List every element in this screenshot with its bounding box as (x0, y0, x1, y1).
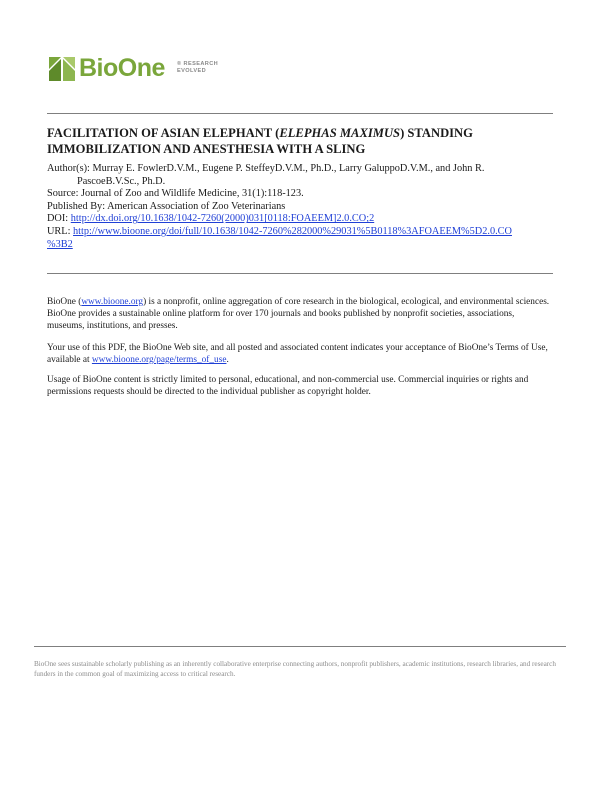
doi-link[interactable]: http://dx.doi.org/10.1638/1042-7260(2000)031[0118:FOAEEM]2.0.CO;2 (70, 213, 375, 225)
bioone-tagline: ® RESEARCH EVOLVED (177, 61, 219, 74)
footer-statement: BioOne sees sustainable scholarly publishing as an inherently collaborative enterprise connecting authors, nonprofit publishers, academic institutions, research libraries, and research funders in the common goal of maximizing access to critical research. (34, 660, 556, 678)
footer-divider (34, 646, 566, 647)
usage-paragraph: Usage of BioOne content is strictly limited to personal, educational, and non-commercial use. Commercial inquiries or rights and permissions requests should be directed to the individual publisher as copyright holder. (47, 375, 529, 397)
article-metadata (47, 163, 557, 251)
terms-paragraph: Your use of this PDF, the BioOne Web site, and all posted and associated content indicates your acceptance of BioOne’s Terms of Use, available at www.bioone.org/page/terms_of_use. (47, 343, 548, 365)
bioone-leaf-icon (47, 53, 77, 83)
metadata-divider (47, 273, 553, 274)
publisher-line: Published By: American Association of Zoo Veterinarians (47, 200, 286, 212)
terms-of-use-link[interactable]: www.bioone.org/page/terms_of_use (91, 355, 227, 365)
species-name: ELEPHAS MAXIMUS (279, 126, 401, 140)
doi-line: DOI: http://dx.doi.org/10.1638/1042-7260(2000)031[0118:FOAEEM]2.0.CO;2 (47, 213, 375, 225)
url-link[interactable]: http://www.bioone.org/doi/full/10.1638/1042-7260%282000%29031%5B0118%3AFOAEEM%5D2.0.CO (73, 225, 512, 237)
bioone-wordmark: BioOne (79, 54, 165, 82)
authors-line: Author(s): Murray E. FowlerD.V.M., Eugene P. SteffeyD.V.M., Ph.D., Larry GaluppoD.V.M., and John R. (47, 163, 485, 174)
url-link-continued[interactable]: %3B2 (47, 238, 73, 250)
about-bioone-paragraph: BioOne (www.bioone.org) is a nonprofit, online aggregation of core research in the biological, ecological, and environmental sciences. BioOne provides a sustainable online platform for over 170 journals and books published by nonprofit societies, associations, museums, institutions, and presses. (47, 297, 550, 331)
bioone-home-link[interactable]: www.bioone.org (81, 297, 144, 307)
url-line-continued (47, 239, 557, 252)
article-title: FACILITATION OF ASIAN ELEPHANT (ELEPHAS MAXIMUS) STANDING IMMOBILIZATION AND ANESTHESIA WITH A SLING (47, 126, 473, 156)
header-divider (47, 113, 553, 114)
url-line: URL: http://www.bioone.org/doi/full/10.1638/1042-7260%282000%29031%5B0118%3AFOAEEM%5D2.0.CO (47, 225, 512, 237)
authors-line-continued: PascoeB.V.Sc., Ph.D. (77, 175, 166, 187)
source-line: Source: Journal of Zoo and Wildlife Medicine, 31(1):118-123. (47, 188, 304, 200)
